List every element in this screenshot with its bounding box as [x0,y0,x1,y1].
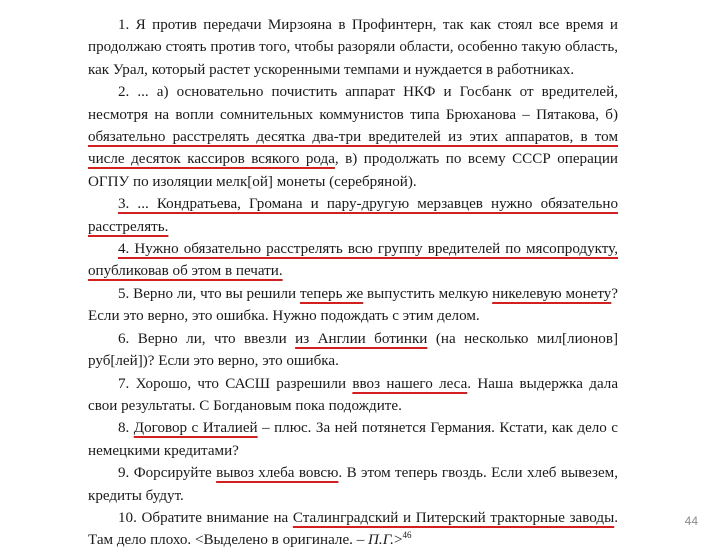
underlined-text: теперь же [299,285,364,302]
text-segment: > [393,532,403,549]
underlined-text: из Англии ботинки [295,330,428,347]
underlined-text: Договор с Италией [133,420,258,437]
text-segment: ? Если это верно, это ошибка. Нужно подождать с этим делом. [88,285,618,325]
text-segment: 1. Я против передачи Мирзояна в Профинтерн, так как стоял все время и продолжаю стоять против того, чтобы разоряли области, особенно такую область, как Урал, который растет ускоренными темпами и нуждается в работниках. [88,17,618,78]
text-segment: 9. Форсируйте [118,465,217,482]
text-segment: 6. Верно ли, что ввезли [118,330,296,347]
text-segment: 5. Верно ли, что вы решили [118,285,300,302]
underlined-text: никелевую монету [492,285,612,302]
text-segment: (на несколько мил[лионов] руб[лей])? Если это верно, это ошибка. [88,330,618,370]
text-segment: 7. Хорошо, что САСШ разрешили [118,375,353,392]
paragraph-5 [88,283,618,328]
text-segment: выпустить мелкую [363,285,493,302]
text-segment: , в) продолжать по всему СССР операции ОГПУ по изоляции мелк[ой] монеты (серебряной). [88,151,618,190]
page-number: 44 [684,514,698,528]
paragraph-1 [88,14,618,81]
paragraph-6 [88,328,618,373]
underlined-text: 3. ... Кондратьева, Громана и пару-другую мерзавцев нужно обязательно расстрелять. [88,196,618,235]
paragraph-2 [88,81,618,193]
underlined-text: вывоз хлеба вовсю [216,465,339,482]
underlined-text: ввоз нашего леса [352,375,468,392]
underlined-text: обязательно расстрелять десятка два-три вредителей из этих аппаратов, в том числе десяток кассиров всякого рода [88,129,618,168]
text-segment: . В этом теперь гвоздь. Если хлеб вывезем, кредиты будут. [88,465,618,504]
paragraph-9 [88,462,618,507]
text-segment: . Там дело плохо. <Выделено в оригинале. – [88,509,618,549]
text-segment: . Наша выдержка дала свои результаты. С Богдановым пока подождите. [88,375,619,414]
paragraph-4 [88,238,618,283]
footnote-marker: 46 [402,530,412,541]
text-segment: 10. Обратите внимание на [118,509,293,526]
paragraph-8 [88,417,618,462]
underlined-text: Сталинградский и Питерский тракторные заводы [292,509,615,526]
paragraph-7 [88,373,618,418]
text-segment: П.Г. [368,532,394,549]
text-segment: 8. [118,420,134,437]
text-segment: – плюс. За ней потянется Германия. Кстати, как дело с немецкими кредитами? [88,420,619,459]
paragraph-3 [88,193,618,238]
text-segment: 2. ... а) основательно почистить аппарат НКФ и Госбанк от вредителей, несмотря на вопли сомнительных коммунистов типа Брюханова – Пятакова, б) [88,84,618,123]
document-text [88,14,618,552]
paragraph-10 [88,507,618,552]
underlined-text: 4. Нужно обязательно расстрелять всю группу вредителей по мясопродукту, опубликовав об этом в печати. [88,241,618,280]
